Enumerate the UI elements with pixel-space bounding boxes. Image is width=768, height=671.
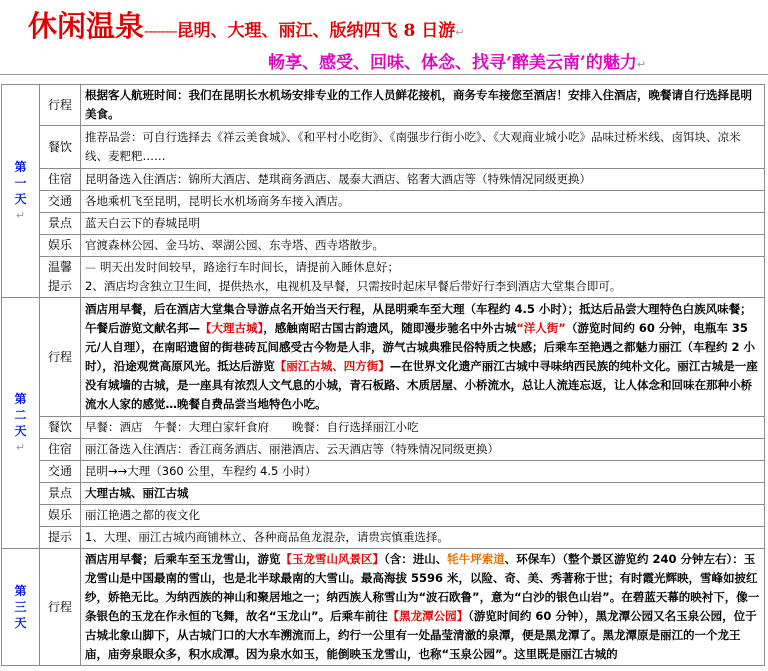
detail-cell: 早餐：酒店 午餐：大理白家轩食府 晚餐：自行选择丽江小吃 <box>81 417 765 439</box>
category-cell: 温馨 提示 <box>40 257 81 298</box>
category-cell: 住宿 <box>40 169 81 191</box>
detail-cell: 1、大理、丽江古城内商铺林立、各种商品鱼龙混杂，请贵宾慎重选择。 <box>81 527 765 549</box>
detail-cell: 丽江备选入住酒店：香江商务酒店、丽港酒店、云天酒店等（特殊情况同级更换） <box>81 439 765 461</box>
category-cell: 娱乐 <box>40 235 81 257</box>
category-cell: 餐饮 <box>40 126 81 169</box>
table-row <box>2 505 765 527</box>
detail-cell: 丽江艳遇之都的夜文化 <box>81 505 765 527</box>
detail-cell: 各地乘机飞至昆明，昆明长水机场商务车接入酒店。 <box>81 191 765 213</box>
title-dash: -------- <box>144 22 177 40</box>
table-row <box>2 483 765 505</box>
category-cell: 娱乐 <box>40 505 81 527</box>
category-cell: 行程 <box>40 298 81 417</box>
category-cell: 交通 <box>40 461 81 483</box>
day-label: 第三天 <box>2 549 40 666</box>
bullet-dash: — <box>85 261 96 274</box>
detail-cell: 根据客人航班时间：我们在昆明长水机场安排专业的工作人员鲜花接机，商务专车接您至酒店！安排入住酒店，晚餐请自行选择昆明美食。 <box>81 85 765 126</box>
table-row <box>2 235 765 257</box>
table-row <box>2 126 765 169</box>
detail-cell: 推荐品尝：可自行选择去《祥云美食城》、《和平村小吃街》、《南强步行街小吃》、《大观商业城小吃》品味过桥米线、卤饵块、凉米线、麦粑粑…… <box>81 126 765 169</box>
title-route: 昆明、大理、丽江、版纳四飞 8 日游 <box>176 21 456 41</box>
table-row <box>2 298 765 417</box>
itinerary-table <box>1 84 765 666</box>
subtitle-text: 畅享、感受、回味、体念、找寻‘醉美云南’的魅力 <box>268 53 637 73</box>
return-mark: ↵ <box>455 26 465 39</box>
highlight-lijiang-old-town: 【丽江古城、四方街】 <box>274 359 390 373</box>
detail-cell: 昆明→→大理（360 公里，车程约 4.5 小时） <box>81 461 765 483</box>
detail-cell: 酒店用早餐，后在酒店大堂集合导游点名开始当天行程，从昆明乘车至大理（车程约 4.5 小时）；抵达后品尝大理特色白族风味餐；午餐后游览文献名邦—【大理古城】，感触南昭古国古韵遗风，随即漫步驰名中外古城“洋人街”（游览时间约 60 分钟，电瓶车 35 元/人自理），在南昭遗留的街巷砖瓦间感受古今物是人非，游气古城典雅民俗特质之快感；后乘车至艳遇之都魅力丽江（车程约 2 小时），沿途观赏高原风光。抵达后游览【丽江古城、四方街】—在世界文化遗产丽江古城中寻味纳西民族的纯朴文化。丽江古城是一座没有城墙的古城，是一座具有浓烈人文气息的小城，青石板路、木质居屋、小桥流水，总让人流连忘返，让人体念和回味在那种小桥流水人家的感觉…晚餐自费品尝当地特色小吃。 <box>81 298 765 417</box>
table-row <box>2 191 765 213</box>
detail-cell: — 明天出发时间较早，路途行车时间长，请提前入睡休息好； 2、酒店均含独立卫生间，提供热水，电视机及早餐，只需按时起床早餐后带好行李到酒店大堂集合即可。 <box>81 257 765 298</box>
detail-cell: 酒店用早餐；后乘车至玉龙雪山，游览【玉龙雪山风景区】（含：进山、牦牛坪索道、环保车）（整个景区游览约 240 分钟左右）：玉龙雪山是中国最南的雪山，也是北半球最南的大雪山。最高海拔 5596 米，以险、奇、美、秀著称于世；有时霞光辉映，雪峰如披红纱，娇艳无比。为纳西族的神山和聚居地之一；纳西族人称雪山为“波石欧鲁”，意为“白沙的银色山岩”。在碧蓝天幕的映衬下，像一条银色的玉龙在作永恒的飞舞，故名“玉龙山”。后乘车前往【黑龙潭公园】（游览时间约 60 分钟），黑龙潭公园又名玉泉公园，位于古城北象山脚下，从古城门口的大水车溯流而上，约行一公里有一处晶莹清澈的泉潭，便是黑龙潭了。黑龙潭原是丽江的一个龙王庙，庙旁泉眼众多，积水成潭。因为泉水如玉，能倒映玉龙雪山，也称“玉泉公园”。这里既是丽江古城的 <box>81 549 765 666</box>
highlight-dali-old-town: 【大理古城】 <box>200 321 264 335</box>
category-cell: 住宿 <box>40 439 81 461</box>
category-cell: 餐饮 <box>40 417 81 439</box>
day-label: 第二天 ↵ <box>2 298 40 549</box>
table-row <box>2 527 765 549</box>
category-cell: 提示 <box>40 527 81 549</box>
table-row <box>2 85 765 126</box>
top-rule <box>0 74 768 75</box>
detail-cell: 昆明备选入住酒店：锦所大酒店、楚琪商务酒店、晟泰大酒店、铭奢大酒店等（特殊情况同级更换） <box>81 169 765 191</box>
page-subtitle <box>268 48 646 73</box>
table-row <box>2 439 765 461</box>
highlight-foreigner-street: “洋人街” <box>516 321 566 335</box>
title-main: 休闲温泉 <box>28 9 145 43</box>
highlight-yak-meadow-cableway: 牦牛坪索道 <box>447 552 505 566</box>
category-cell: 行程 <box>40 549 81 666</box>
category-cell: 景点 <box>40 213 81 235</box>
table-row <box>2 461 765 483</box>
table-row <box>2 213 765 235</box>
category-cell: 行程 <box>40 85 81 126</box>
category-cell: 交通 <box>40 191 81 213</box>
detail-cell: 官渡森林公园、金马坊、翠湖公园、东寺塔、西寺塔散步。 <box>81 235 765 257</box>
detail-cell: 蓝天白云下的春城昆明 <box>81 213 765 235</box>
category-cell: 景点 <box>40 483 81 505</box>
table-row <box>2 257 765 298</box>
return-mark: ↵ <box>636 58 647 71</box>
page-title <box>28 4 464 45</box>
day-label: 第一天 ↵ <box>2 85 40 298</box>
detail-cell: 大理古城、丽江古城 <box>81 483 765 505</box>
highlight-jade-dragon: 【玉龙雪山风景区】 <box>280 552 384 566</box>
table-row <box>2 549 765 666</box>
table-row <box>2 169 765 191</box>
table-row <box>2 417 765 439</box>
tip-line-2: 2、酒店均含独立卫生间，提供热水，电视机及早餐，只需按时起床早餐后带好行李到酒店大堂集合即可。 <box>85 279 622 293</box>
highlight-black-dragon-pool: 【黑龙潭公园】 <box>387 609 469 623</box>
